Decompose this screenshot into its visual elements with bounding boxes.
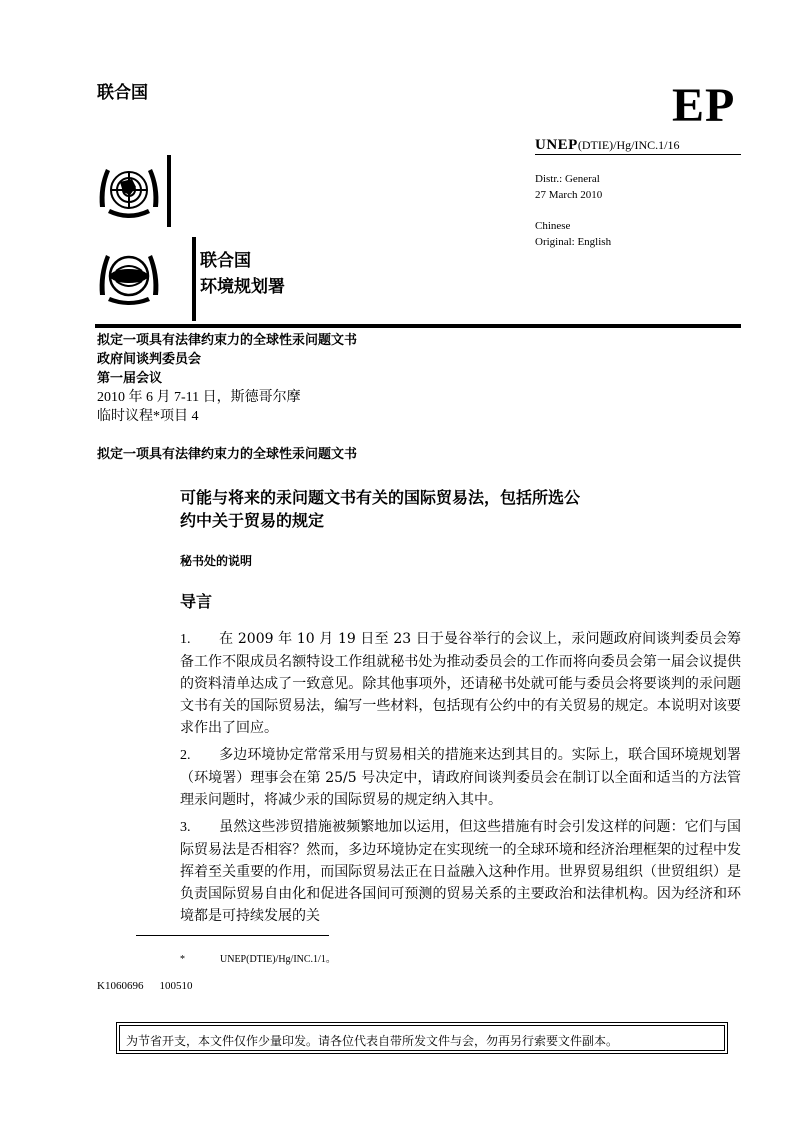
unep-name-line2: 环境规划署 (200, 277, 285, 297)
paragraph-text: 虽然这些涉贸措施被频繁地加以运用，但这些措施有时会引发这样的问题：它们与国际贸易法是否相容？然而，多边环境协定在实现统一的全球环境和经济治理框架的过程中发挥着至关重要的作用，而国际贸易法正在日益融入这种作用。世界贸易组织（世贸组织）是负责国际贸易自由化和促进各国间可预测的贸易关系的主要政治和法律机构。因为经济和环境都是可持续发展的关 (180, 819, 741, 924)
introduction-heading: 导言 (180, 592, 213, 611)
language: Chinese (535, 220, 571, 232)
unep-emblem-icon (96, 243, 162, 309)
provisional-agenda: 临时议程*项目 4 (97, 409, 199, 424)
footnote-mark: * (180, 954, 185, 965)
job-number-date: 100510 (159, 980, 193, 992)
print-notice-inner-border (119, 1025, 725, 1051)
ep-code: EP (672, 79, 736, 132)
footnote (180, 950, 336, 965)
header-thick-rule (95, 324, 741, 328)
language-block (535, 218, 611, 250)
paragraph-number: 2. (180, 748, 191, 763)
paragraph (180, 628, 741, 739)
job-number (97, 980, 192, 992)
document-symbol (535, 137, 680, 154)
issue-date: 27 March 2010 (535, 189, 603, 201)
meeting-date-place: 2010 年 6 月 7-11 日，斯德哥尔摩 (97, 390, 301, 405)
paragraph-number: 1. (180, 632, 191, 647)
agenda-item-title: 拟定一项具有法律约束力的全球性汞问题文书 (97, 447, 358, 462)
vertical-rule-2 (192, 237, 196, 321)
un-emblem-icon (96, 157, 162, 223)
unep-name-block (200, 248, 285, 300)
symbol-suffix: (DTIE)/Hg/INC.1/16 (577, 138, 680, 152)
meeting-committee: 政府间谈判委员会 (97, 352, 202, 367)
footnote-text: UNEP(DTIE)/Hg/INC.1/1。 (220, 954, 336, 965)
original-language: Original: English (535, 236, 612, 248)
secretariat-note: 秘书处的说明 (180, 554, 253, 568)
symbol-prefix: UNEP (535, 137, 578, 153)
vertical-rule-1 (167, 155, 171, 227)
meeting-body: 拟定一项具有法律约束力的全球性汞问题文书 (97, 333, 358, 348)
document-title-line1: 可能与将来的汞问题文书有关的国际贸易法，包括所选公 (180, 488, 581, 507)
document-title-line2: 约中关于贸易的规定 (180, 511, 325, 530)
document-title (180, 486, 700, 532)
footnote-rule (136, 935, 329, 936)
un-name-chinese: 联合国 (97, 83, 148, 103)
paragraph (180, 816, 741, 927)
paragraph-text: 多边环境协定常常采用与贸易相关的措施来达到其目的。实际上，联合国环境规划署（环境署）理事会在第 25/5 号决定中，请政府间谈判委员会在制订以全面和适当的方法管理汞问题时，将减少汞的国际贸易的规定纳入其中。 (180, 747, 741, 808)
paragraph-number: 3. (180, 820, 191, 835)
meeting-info (97, 331, 357, 426)
job-number-code: K1060696 (97, 980, 144, 992)
print-notice: 为节省开支，本文件仅作少量印发。请各位代表自带所发文件与会，勿再另行索要文件副本。 (126, 1034, 619, 1048)
unep-name-line1: 联合国 (200, 251, 251, 271)
distribution: Distr.: General (535, 173, 600, 185)
distribution-block (535, 171, 602, 203)
paragraph-text: 在 2009 年 10 月 19 日至 23 日于曼谷举行的会议上，汞问题政府间谈判委员会筹备工作不限成员名额特设工作组就秘书处为推动委员会的工作而将向委员会第一届会议提供的资料清单达成了一致意见。除其他事项外，还请秘书处就可能与委员会将要谈判的汞问题文书有关的国际贸易法，编写一些材料，包括现有公约中的有关贸易的规定。本说明对该要求作出了回应。 (180, 631, 741, 736)
header-rule (535, 154, 741, 155)
body-text (180, 628, 741, 932)
print-notice-box (116, 1022, 728, 1054)
paragraph (180, 744, 741, 811)
meeting-session: 第一届会议 (97, 371, 163, 386)
